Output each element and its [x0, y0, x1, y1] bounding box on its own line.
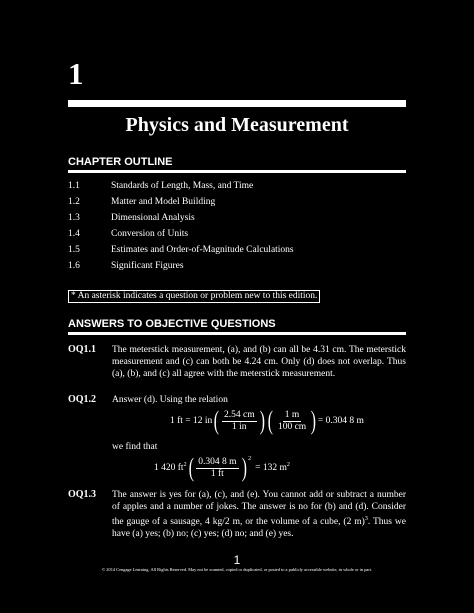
left-paren: ( — [188, 453, 194, 482]
right-paren: ) — [241, 453, 247, 482]
outline-item — [68, 260, 184, 272]
outline-item — [68, 196, 215, 208]
oq-answer-middle: we find that — [112, 442, 158, 452]
asterisk-note: * An asterisk indicates a question or problem new to this edition. — [68, 290, 320, 303]
oq-label: OQ1.2 — [68, 394, 97, 405]
oq-label: OQ1.1 — [68, 344, 97, 355]
fraction-numerator: 0.304 8 m — [198, 456, 237, 467]
outline-item-label: Standards of Length, Mass, and Time — [111, 181, 254, 191]
equation-lhs: 1 ft = 12 in — [170, 416, 213, 426]
outline-item-number: 1.1 — [68, 181, 80, 191]
outline-item — [68, 212, 195, 224]
answers-heading: ANSWERS TO OBJECTIVE QUESTIONS — [68, 318, 406, 335]
fraction-denominator: 1 ft — [210, 468, 224, 479]
fraction — [196, 457, 238, 480]
outline-item-number: 1.6 — [68, 261, 80, 271]
fraction-numerator: 2.54 cm — [223, 409, 255, 420]
outline-item-label: Dimensional Analysis — [111, 213, 195, 223]
oq-label: OQ1.3 — [68, 489, 97, 500]
outline-item-number: 1.5 — [68, 245, 80, 255]
outline-item-number: 1.2 — [68, 197, 80, 207]
outline-item-label: Matter and Model Building — [111, 197, 216, 207]
oq-answer-text: The answer is yes for (a), (c), and (e). You cannot add or subtract a number of apples and a number of jokes. The answer is no for (b) and (d). Consider the gauge of a sausage, 4 kg/2 m, or the volume of a cube, (2 m)$^3$. Thus we have (a) yes; (b) no; (c) yes; (d) no; and (e) yes. — [112, 490, 406, 540]
equation-lhs: 1 420 $ft^2$ — [154, 462, 187, 474]
copyright-notice: © 2014 Cengage Learning. All Rights Reserved. May not be scanned, copied or duplicated, or posted to a publicly accessible website, in whole or in part. — [101, 567, 373, 572]
right-paren: ) — [310, 406, 317, 435]
left-paren: ( — [214, 406, 220, 435]
equation-rhs: = 0.304 8 m — [317, 416, 364, 426]
oq-answer-text: The meterstick measurement, (a), and (b) can all be 4.31 cm. The meterstick measurement and (c) can both be 4.24 cm. Only (d) does not overlap. Thus (a), (b), and (c) all agree with the meterstick measurement. — [112, 345, 406, 379]
outline-item — [68, 228, 188, 240]
chapter-title: Physics and Measurement — [125, 114, 349, 136]
equation-area-conversion: 1 420 $ft^2$ ( $\frac{0.304 8 m}{1 ft}$ ) $^2$ = 132 $m^2$ — [154, 453, 290, 482]
outline-item — [68, 244, 294, 256]
chapter-outline-heading: CHAPTER OUTLINE — [68, 156, 406, 173]
fraction — [222, 410, 257, 433]
equation-ft-to-m — [170, 408, 364, 434]
left-paren: ( — [268, 406, 274, 435]
outline-item-label: Estimates and Order-of-Magnitude Calculations — [111, 245, 294, 255]
right-paren: ) — [259, 406, 265, 435]
outline-item-label: Conversion of Units — [111, 229, 189, 239]
outline-item-number: 1.4 — [68, 229, 80, 239]
fraction — [276, 410, 308, 433]
fraction-denominator: 100 cm — [277, 421, 307, 432]
outline-item-number: 1.3 — [68, 213, 80, 223]
oq-answer-intro: Answer (d). Using the relation — [112, 395, 228, 405]
fraction-denominator: 1 in — [232, 421, 247, 432]
fraction-numerator: 1 m — [284, 409, 300, 420]
chapter-rule — [68, 100, 406, 107]
outline-item-label: Significant Figures — [111, 261, 184, 271]
chapter-number: 1 — [68, 56, 84, 91]
equation-rhs: = 132 $m^2$ — [255, 462, 290, 474]
page-number: 1 — [233, 553, 241, 567]
outline-item — [68, 180, 253, 192]
